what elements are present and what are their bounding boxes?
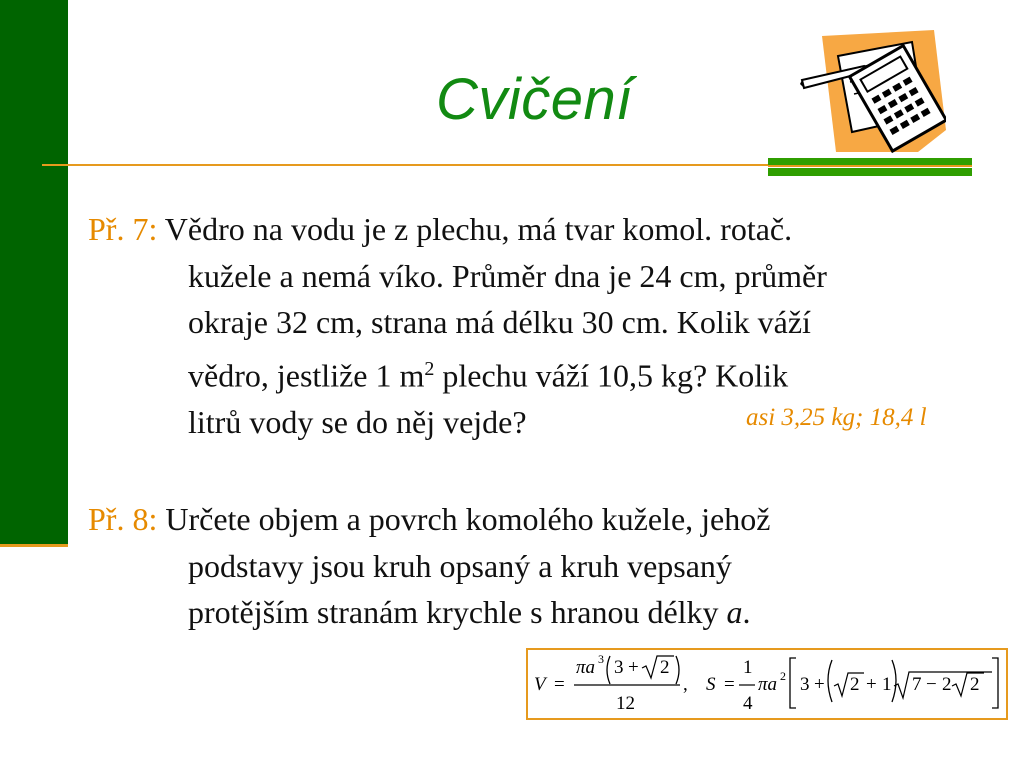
formula-text: 7 [912,674,922,695]
left-green-bar [0,0,68,547]
formula [528,650,1006,718]
sentence-end: . [742,594,751,630]
formula-text: 3 [800,674,810,695]
formula-text: , [683,674,688,695]
formula-text: 2 [850,674,860,695]
exercise-7-line: kužele a nemá víko. Průměr dna je 24 cm, průměr [188,257,827,294]
formula-text: 12 [616,693,635,714]
exercise-7-line: litrů vody se do něj vejde? [188,403,527,440]
exercise-7 [88,206,827,445]
formula-text: S [706,674,716,695]
exercise-8 [88,496,770,636]
exercise-8-line: Určete objem a povrch komolého kužele, jehož [165,501,771,537]
exercise-7-label: Př. 7: [88,211,158,247]
formula-text: V [534,674,546,695]
formula-text: πa [758,674,778,695]
exercise-8-line: podstavy jsou kruh opsaný a kruh vepsaný [188,547,732,584]
exercise-7-line: vědro, jestliže 1 m [188,357,425,394]
exercise-7-answer: asi 3,25 kg; 18,4 l [746,404,927,431]
formula-text: − [926,674,937,695]
exercise-8-line: protějším stranám krychle s hranou délky [188,594,727,630]
formula-text: 3 [598,652,604,666]
formula-text: = [554,674,565,695]
formula-text: = [724,674,735,695]
exercise-8-label: Př. 8: [88,501,158,537]
formula-text: + [628,657,639,678]
exercise-7-line: Vědro na vodu je z plechu, má tvar komol. rotač. [164,211,793,247]
formula-text: 2 [660,657,670,678]
formula-text: 3 [614,657,624,678]
left-bar-accent [0,544,68,547]
formula-text: πa [576,657,596,678]
formula-box [526,648,1008,720]
title-divider-accent [768,158,972,178]
formula-text: 2 [970,674,980,695]
slide-title: Cvičení [436,67,633,132]
formula-text: 1 [882,674,892,695]
formula-text: + [866,674,877,695]
paper-pencil-calculator-icon [800,26,946,154]
superscript: 2 [424,357,435,380]
exercise-7-line: okraje 32 cm, strana má délku 30 cm. Kolik váží [188,304,811,340]
title-divider [42,164,768,166]
formula-text: + [814,674,825,695]
formula-text: 2 [780,669,786,683]
formula-text: 1 [743,657,753,678]
exercise-7-line: plechu váží 10,5 kg? Kolik [442,357,789,394]
variable-a: a [726,594,743,630]
formula-text: 4 [743,693,753,714]
formula-text: 2 [942,674,952,695]
